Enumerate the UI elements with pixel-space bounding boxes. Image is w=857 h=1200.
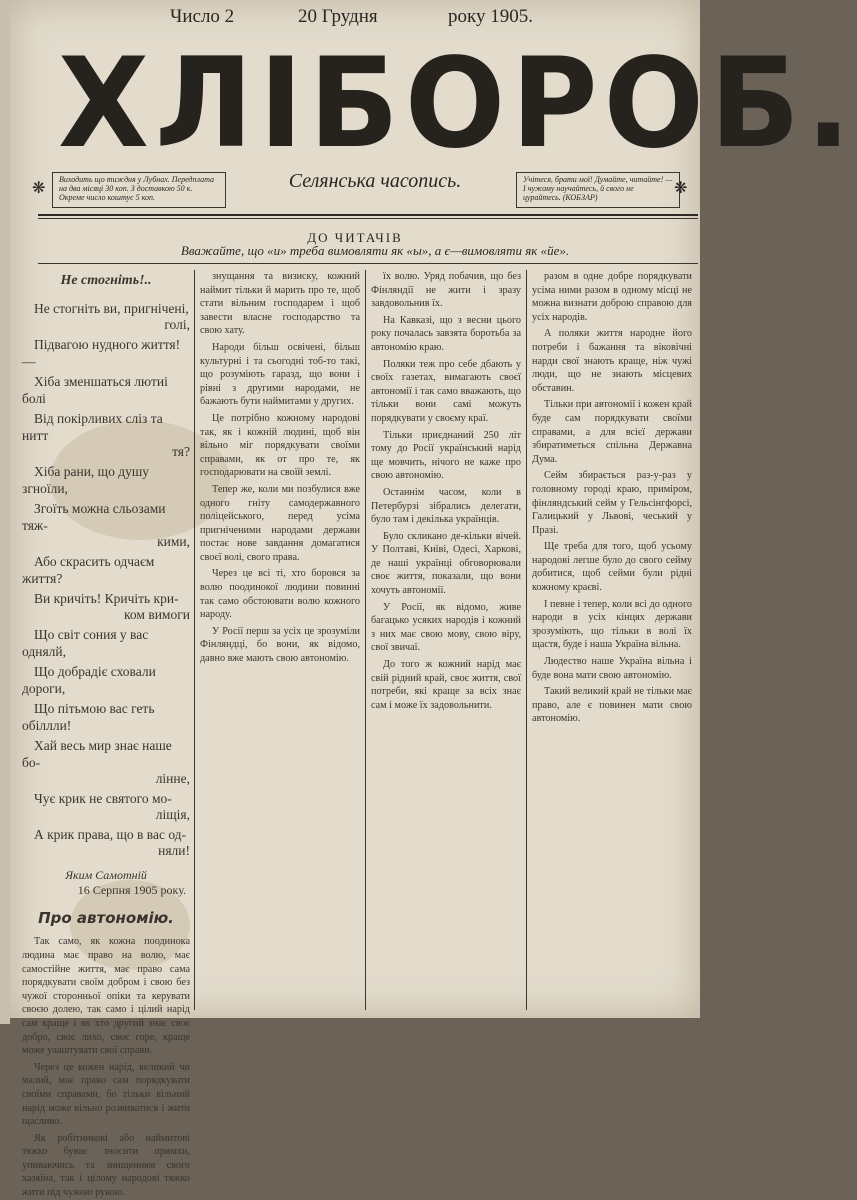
ornament-left-icon: ❋ bbox=[32, 180, 46, 197]
notice-rule bbox=[38, 263, 698, 264]
article-paragraph: Поляки теж про себе дбають у своїх газетах, вимагають своєї автономії і так само вважають, що тільки вони самі можуть порядкувати у своєму краї. bbox=[371, 358, 521, 424]
poem-line: Згоїть можна сльозами тяж- bbox=[22, 500, 166, 533]
article-paragraph: Останнім часом, коли в Петербурзі зібрались делегати, було там і декілька українців. bbox=[371, 486, 521, 526]
article-paragraph: Тільки при автономії і кожен край буде сам порядкувати своїми справами, а для всієї держави збиратиметься спільна Державна Дума. bbox=[532, 399, 692, 465]
article-paragraph: Як робітникові або наймитові тяжко буває зносити примхи, упиваючись та знищенням свого хазяїна, так і цілому народові тяжко жити під чужою рукою. bbox=[22, 1132, 190, 1199]
column-4 bbox=[532, 270, 692, 1010]
header-line bbox=[170, 6, 590, 32]
poem-line: Що пітьмою вас геть обіллли! bbox=[22, 700, 155, 733]
poem-line: Від покірливих сліз та нитт bbox=[22, 410, 163, 443]
poem-line: ком вимоги bbox=[124, 606, 190, 622]
masthead-title: ХЛІБОРОБ. bbox=[58, 30, 857, 176]
article-paragraph: разом в одне добре порядкувати усіма ними разом в одному місці не можна визнати доброю справою для усіх народів. bbox=[532, 271, 692, 323]
poem-line: Хіба зменшаться лютиі болі bbox=[22, 373, 168, 406]
poem-line: Ви кричіть! Кричіть кри- bbox=[34, 590, 179, 606]
article-paragraph: Тепер же, коли ми позбулися вже одного гніту самодержавного поліцейського, перед усіма пригніченими народами держави постає нове завдання домагатися своєї волі, свого права. bbox=[200, 483, 360, 563]
poem-line: голі, bbox=[164, 316, 190, 332]
column-2 bbox=[200, 270, 360, 1010]
article-paragraph: Було скликано де-кільки вічей. У Полтаві, Київі, Одесі, Харкові, де наші українці обговорювали своє життя, показали, що вони хочуть автономії. bbox=[371, 530, 521, 597]
column-3 bbox=[371, 270, 521, 1010]
subscription-info-box: Виходить що тиждня у Лубнах. Передплата на два місяці 30 коп. З доставкою 50 к. Окреме число коштує 5 коп. bbox=[52, 172, 226, 208]
poem-line: Хай весь мир знає наше бо- bbox=[22, 737, 172, 770]
poem-line: Підвагою нудного життя!— bbox=[22, 336, 181, 369]
article-paragraph: І певне і тепер, коли всі до одного народи в усіх кінцях держави зрозуміють, що тільки в волі їх щастя, буде і наша Україна вільна. bbox=[532, 598, 692, 651]
article-paragraph: Так само, як кожна поодинока людина має право на волю, має самостійне життя, має право сама порядкувати своїм добром і свою без чужої сторонньої опіки та керувати своєю долею, так само і цілий нарід сам краще і як хто другий знає своє добро, своє лихо, своє горе, краще може улаштувати свої справи. bbox=[22, 936, 190, 1057]
poem-title: Не стогніть!.. bbox=[60, 273, 152, 288]
poem-line: Чує крик не святого мо- bbox=[34, 790, 172, 806]
column-divider bbox=[526, 270, 527, 1010]
poem-line: ліщія, bbox=[155, 806, 190, 822]
column-divider bbox=[365, 270, 366, 1010]
poem-date: 16 Серпня 1905 року. bbox=[77, 883, 186, 898]
article-paragraph: До того ж кожний нарід має свій рідний край, своє життя, свої потреби, які краще за всіх знає сам і може їх задовольнити. bbox=[371, 659, 521, 711]
poem-line: Не стогніть ви, пригнічені, bbox=[34, 300, 189, 316]
column-1 bbox=[22, 270, 190, 1199]
article-paragraph: їх волю. Уряд побачив, що без Фінляндії не жити і зразу завдовольнив їх. bbox=[371, 271, 521, 310]
adjacent-page-edge bbox=[0, 0, 10, 1024]
poem-line: Що світ сония у вас однялй, bbox=[22, 626, 149, 659]
motto-box: Учітеся, брати мої! Думайте, читайте! — І чужому научайтесь, й свого не цурайтесь. (КОБЗАР) bbox=[516, 172, 680, 208]
poem-line: Що добрадіє сховали дороги, bbox=[22, 663, 156, 696]
issue-number: Число 2 bbox=[170, 6, 235, 27]
article-paragraph: Це потрібно кожному народові так, як і кожній людині, щоб він вільно міг порядкувати своїми справами, як от про те, як господарювати на своїй землі. bbox=[200, 412, 360, 479]
article-paragraph: Народи більш освічені, більш культурні і та сьогодні тоб-то такі, що розуміють гаразд, що вони і рівні з другими народами, не бажають бути наймитами у других. bbox=[200, 341, 360, 408]
poem-line: А крик права, що в вас од- bbox=[34, 826, 187, 842]
poem-line: лінне, bbox=[155, 770, 190, 786]
header-rule-thin bbox=[38, 218, 698, 219]
poem-line: Хіба рани, що душу згноїли, bbox=[22, 463, 149, 496]
article-paragraph: Ще треба для того, щоб усьому народові легше було до свого сейму добитися, щоб сейми були рідні кожному краєві. bbox=[532, 541, 692, 594]
poem-line: Або скрасить одчаєм життя? bbox=[22, 553, 155, 586]
article-paragraph: Через це всі ті, хто боровся за волю поодинокої людини повинні так само обстоювати волю кожного народу. bbox=[200, 568, 360, 621]
article-paragraph: Людество наше Україна вільна і буде вона мати свою автономію. bbox=[532, 656, 692, 681]
issue-year: року 1905. bbox=[448, 6, 533, 27]
article-paragraph: У Росії, як відомо, живе багацько усяких народів і кожний з них має свою мову, свою віру, свої звичаї. bbox=[371, 601, 521, 654]
newspaper-page bbox=[10, 0, 857, 1199]
poem-line: кими, bbox=[157, 533, 190, 549]
ornament-right-icon: ❋ bbox=[674, 180, 688, 197]
article-paragraph: Сейм збирається раз-у-раз у головному городі краю, приміром, фінляндський сейм у Гельсінгфорсі, Галицький у Львові, чеський у Празі. bbox=[532, 470, 692, 536]
article-paragraph: Такий великий край не тільки має право, але є повинен мати свою автономію. bbox=[532, 686, 692, 725]
notice-heading: ДО ЧИТАЧІВ bbox=[307, 230, 403, 245]
article-paragraph: Через це кожен нарід, великий чи малий, має право сам порядкувати своїми справами, бо тільки вільний нарід може вільно розвиватися і жити щасливо. bbox=[22, 1061, 190, 1128]
poem-line: няли! bbox=[158, 842, 190, 858]
article-paragraph: знущання та визиску, кожний наймит тільки й марить про те, щоб стати вільним господарем і щоб завести власне господарство та свою хату. bbox=[200, 271, 360, 337]
notice-text: Вважайте, що «и» треба вимовляти як «ы», а є—вимовляти як «йе». bbox=[180, 243, 570, 258]
article-paragraph: А поляки життя народне його потреби і бажання та віковічні нарди свої знають краще, ніж чужі люди, що не знають місцевих обставин. bbox=[532, 328, 692, 394]
article-title: Про автономію. bbox=[38, 908, 174, 927]
poem-author: Яким Самотній bbox=[65, 867, 147, 882]
article-paragraph: На Кавказі, що з весни цього року почалась завзята боротьба за автономію краю. bbox=[371, 314, 521, 353]
header-rule bbox=[38, 214, 698, 216]
column-divider bbox=[194, 270, 195, 1010]
masthead-subtitle: Селянська часопись. bbox=[288, 170, 462, 192]
issue-date: 20 Грудня bbox=[298, 6, 378, 27]
poem-line: тя? bbox=[172, 443, 190, 459]
article-paragraph: Тільки приєднаний 250 літ тому до Росії український нарід ще мовчить, нічого не каже про свою автономію. bbox=[371, 429, 521, 482]
article-paragraph: У Росії перш за усіх це зрозуміли Фінляндці, бо вони, як відомо, давно вже мають свою автономію. bbox=[200, 625, 360, 665]
